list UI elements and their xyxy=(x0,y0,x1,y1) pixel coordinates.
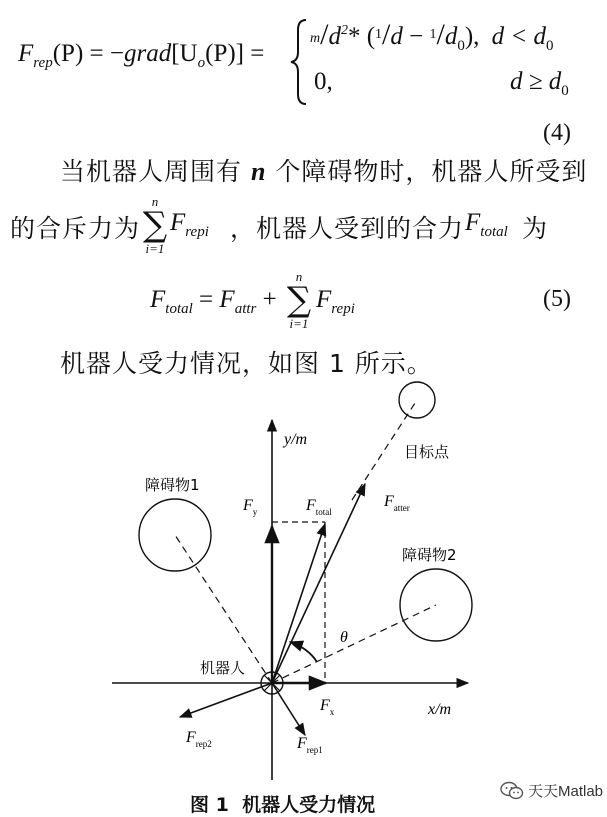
watermark xyxy=(500,780,603,801)
eq5-number: (5) xyxy=(543,286,571,312)
fx-label: $F_x$ xyxy=(320,697,335,717)
eq4-cond2-sub: 0 xyxy=(561,83,569,99)
eq4-cond2: d ≥ d xyxy=(510,68,562,95)
paragraph1-line2 xyxy=(10,195,600,265)
eq4-one-a: 1 xyxy=(375,27,383,42)
sum-symbol: ∑ xyxy=(142,205,168,245)
eq5-F-sub: total xyxy=(165,301,193,317)
eq5-Fa-sub: attr xyxy=(234,301,257,317)
frep1-label: $F_{rep1}$ xyxy=(297,735,323,755)
eq4-exp: 2 xyxy=(340,23,348,38)
eq4-d0-sub: 0 xyxy=(457,38,465,54)
y-axis-label: y/m xyxy=(284,431,308,448)
fatter-label: $F_{atter}$ xyxy=(384,493,410,513)
p1-text-b: 个障碍物时，机器人所受到 xyxy=(275,157,588,186)
figure-1-diagram xyxy=(0,380,607,780)
eq4-number: (4) xyxy=(543,120,571,146)
obstacle1-label: 障碍物1 xyxy=(145,476,200,494)
eq4-lhs-arg: (P) = − xyxy=(52,40,124,67)
paragraph1-line1 xyxy=(60,152,587,188)
eq5-Fa: F xyxy=(219,286,235,313)
eq4-d: d xyxy=(328,23,341,50)
eq4-cond1-sub: 0 xyxy=(546,38,554,54)
eq4-case2-val: 0, xyxy=(314,68,333,95)
ftotal-label: $F_{total}$ xyxy=(306,497,332,517)
eq4-case1: $m/d^2*$ $(^1/d - ^1/d_0)$, $d < d_0$ xyxy=(310,18,554,54)
obstacle2-label: 障碍物2 xyxy=(402,546,457,564)
f-rep2-arrow xyxy=(180,683,272,717)
figure-caption: 图 1 机器人受力情况 xyxy=(190,794,376,816)
p1-Ft: F xyxy=(465,209,481,236)
f-rep1-arrow xyxy=(272,683,305,735)
eq4-m: m xyxy=(310,31,321,46)
robot-label: 机器人 xyxy=(200,659,246,677)
eq4-d0: d xyxy=(444,23,458,50)
eq4-cond1: d < d xyxy=(491,23,547,50)
p1-Ft-sub: total xyxy=(480,224,508,240)
equation-5 xyxy=(150,268,600,338)
target-label: 目标点 xyxy=(404,443,450,461)
wechat-icon xyxy=(500,781,524,801)
eq5-F: F xyxy=(150,286,166,313)
eq5-Fr: F xyxy=(316,286,332,313)
p1-text-c: 的合斥力为 xyxy=(10,214,141,243)
eq4-mid: * ( xyxy=(347,23,376,50)
frep2-label: $F_{rep2}$ xyxy=(186,729,212,749)
paragraph2: 机器人受力情况，如图 1 所示。 xyxy=(60,349,433,378)
eq5-eq: = xyxy=(199,286,214,313)
p1-text-e: 为 xyxy=(522,214,549,243)
eq4-minus: − xyxy=(409,23,424,50)
eq4-brace xyxy=(288,18,310,106)
theta-arc xyxy=(290,642,317,662)
watermark-text: 天天Matlab xyxy=(528,783,604,800)
sum-symbol: ∑ xyxy=(286,280,312,320)
eq4-d2: d xyxy=(390,23,403,50)
p1-F-sub: repi xyxy=(185,224,209,240)
eq5-sum-top: n xyxy=(295,269,303,284)
eq5-plus: + xyxy=(262,286,277,313)
eq4-bracket-close: (P)] = xyxy=(205,40,265,67)
eq5-sum-bottom: i=1 xyxy=(289,316,309,331)
f-total-arrow xyxy=(272,524,325,683)
equation-4 xyxy=(18,18,603,108)
theta-label: θ xyxy=(340,629,348,646)
eq4-close: ), xyxy=(464,23,480,50)
eq4-lhs-sub: rep xyxy=(33,55,53,71)
eq5-Fr-sub: repi xyxy=(331,301,355,317)
eq4-bracket-open: [U xyxy=(171,40,198,67)
p1-F: F xyxy=(170,209,186,236)
p1-text-d: ，机器人受到的合力 xyxy=(230,214,465,243)
p1-n: n xyxy=(250,157,267,186)
eq4-grad: grad xyxy=(124,40,172,67)
eq4-u-sub: o xyxy=(197,55,206,71)
x-axis-label: x/m xyxy=(428,701,452,718)
eq4-one-b: 1 xyxy=(429,27,437,42)
p1-text-a: 当机器人周围有 xyxy=(60,157,243,186)
fy-label: $F_y$ xyxy=(243,497,258,517)
eq4-lhs: F xyxy=(18,40,34,67)
p1-sum-top: n xyxy=(151,194,159,209)
p1-sum-bottom: i=1 xyxy=(145,241,165,256)
